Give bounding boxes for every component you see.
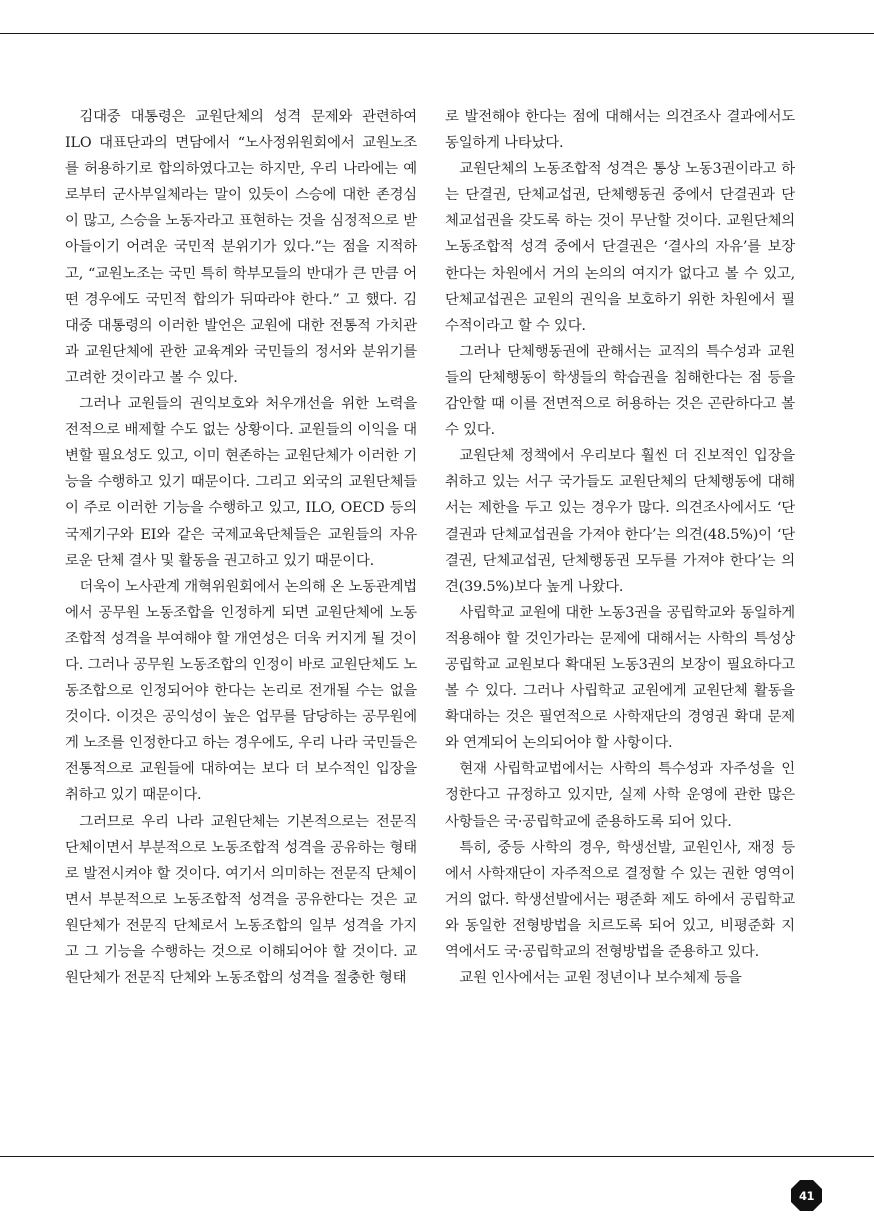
page-number: 41 [798,1188,814,1203]
paragraph: 특히, 중등 사학의 경우, 학생선발, 교원인사, 재정 등에서 사학재단이 자주적으로 결정할 수 있는 권한 영역이 거의 없다. 학생선발에서는 평준화 제도 하에서 공립학교와 동일한 전형방법을 치르도록 되어 있고, 비평준화 지역에서도 국·공립학교의 전형방법을 준용하고 있다. [445,839,795,960]
top-rule [0,33,874,34]
paragraph: 로 발전해야 한다는 점에 대해서는 의견조사 결과에서도 동일하게 나타났다. [445,109,795,152]
right-column [445,104,795,991]
paragraph: 교원단체의 노동조합적 성격은 통상 노동3권이라고 하는 단결권, 단체교섭권, 단체행동권 중에서 단결권과 단체교섭권을 갖도록 하는 것이 무난할 것이다. 교원단체의 노동조합적 성격 중에서 단결권은 ‘결사의 자유’를 보장한다는 차원에서 거의 논의의 여지가 없다고 볼 수 있고, 단체교섭권은 교원의 권익을 보호하기 위한 차원에서 필수적이라고 할 수 있다. [445,161,795,334]
paragraph: 그러므로 우리 나라 교원단체는 기본적으로는 전문직 단체이면서 부분적으로 노동조합적 성격을 공유하는 형태로 발전시켜야 할 것이다. 여기서 의미하는 전문직 단체이면서 부분적으로 노동조합적 성격을 공유한다는 것은 교원단체가 전문직 단체로서 노동조합의 일부 성격을 가지고 그 기능을 수행하는 것으로 이해되어야 할 것이다. 교원단체가 전문직 단체와 노동조합의 성격을 절충한 형태 [65,813,417,987]
paragraph: 그러나 교원들의 권익보호와 처우개선을 위한 노력을 전적으로 배제할 수도 없는 상황이다. 교원들의 이익을 대변할 필요성도 있고, 이미 현존하는 교원단체가 이러한 기능을 수행하고 있기 때문이다. 그리고 외국의 교원단체들이 주로 이러한 기능을 수행하고 있고, ILO, OECD 등의 국제기구와 EI와 같은 국제교육단체들은 교원들의 자유로운 단체 결사 및 활동을 권고하고 있기 때문이다. [65,396,417,569]
paragraph: 사립학교 교원에 대한 노동3권을 공립학교와 동일하게 적용해야 할 것인가라는 문제에 대해서는 사학의 특성상 공립학교 교원보다 확대된 노동3권의 보장이 필요하다고 볼 수 있다. 그러나 사립학교 교원에게 교원단체 활동을 확대하는 것은 필연적으로 사학재단의 경영권 확대 문제와 연계되어 논의되어야 할 사항이다. [445,604,795,752]
paragraph: 김대중 대통령은 교원단체의 성격 문제와 관련하여 ILO 대표단과의 면담에서 “노사정위원회에서 교원노조를 허용하기로 합의하였다고는 하지만, 우리 나라에는 예로부터 군사부일체라는 말이 있듯이 스승에 대한 존경심이 많고, 스승을 노동자라고 표현하는 것을 심정적으로 받아들이기 어려운 국민적 분위기가 있다.”는 점을 지적하고, “교원노조는 국민 특히 학부모들의 반대가 큰 만큼 어떤 경우에도 국민적 합의가 뒤따라야 한다.” 고 했다. 김대중 대통령의 이러한 발언은 교원에 대한 전통적 가치관과 교원단체에 관한 교육계와 국민들의 정서와 분위기를 고려한 것이라고 볼 수 있다. [65,109,417,386]
left-column [65,104,417,991]
paragraph: 더욱이 노사관계 개혁위원회에서 논의해 온 노동관계법에서 공무원 노동조합을 인정하게 되면 교원단체에 노동조합적 성격을 부여해야 할 개연성은 더욱 커지게 될 것이다. 그러나 공무원 노동조합의 인정이 바로 교원단체도 노동조합으로 인정되어야 한다는 논리로 전개될 수는 없을 것이다. 이것은 공익성이 높은 업무를 담당하는 공무원에게 노조를 인정한다고 하는 경우에도, 우리 나라 국민들은 전통적으로 교원들에 대하여는 보다 더 보수적인 입장을 취하고 있기 때문이다. [65,578,417,804]
paragraph: 교원 인사에서는 교원 정년이나 보수체제 등을 [459,970,742,987]
bottom-rule [0,1156,874,1157]
paragraph: 그러나 단체행동권에 관해서는 교직의 특수성과 교원들의 단체행동이 학생들의 학습권을 침해한다는 점 등을 감안할 때 이를 전면적으로 허용하는 것은 곤란하다고 볼 수 있다. [445,343,795,439]
paragraph: 현재 사립학교법에서는 사학의 특수성과 자주성을 인정한다고 규정하고 있지만, 실제 사학 운영에 관한 많은 사항들은 국·공립학교에 준용하도록 되어 있다. [445,761,795,830]
paragraph: 교원단체 정책에서 우리보다 훨씬 더 진보적인 입장을 취하고 있는 서구 국가들도 교원단체의 단체행동에 대해서는 제한을 두고 있는 경우가 많다. 의견조사에서도 ‘단결권과 단체교섭권을 가져야 한다’는 의견(48.5%)이 ‘단결권, 단체교섭권, 단체행동권 모두를 가져야 한다’는 의견(39.5%)보다 높게 나왔다. [445,448,795,595]
